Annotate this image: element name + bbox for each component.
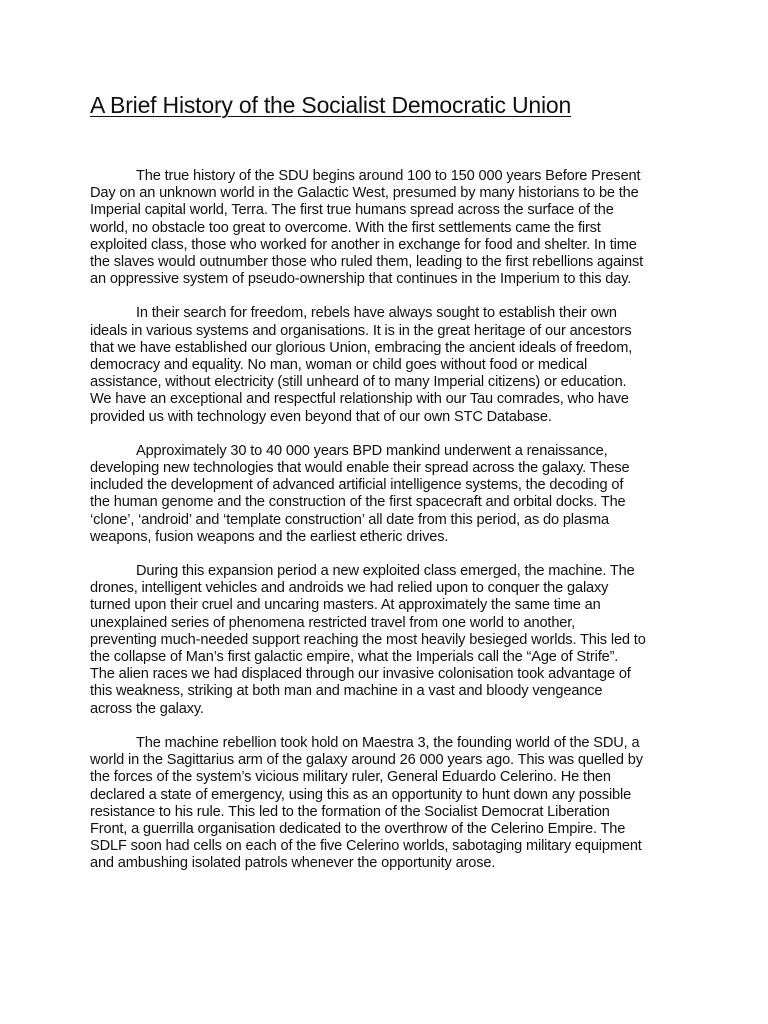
paragraph-line: an oppressive system of pseudo-ownership that continues in the Imperium to this day. <box>90 271 632 288</box>
paragraph-line: resistance to his rule. This led to the formation of the Socialist Democrat Liberation <box>90 803 610 820</box>
paragraph-line: the forces of the system’s vicious military ruler, General Eduardo Celerino. He then <box>90 769 611 786</box>
paragraph-line: democracy and equality. No man, woman or child goes without food or medical <box>90 357 588 374</box>
paragraph-line: turned upon their cruel and uncaring masters. At approximately the same time an <box>90 597 601 614</box>
paragraph-line: assistance, without electricity (still unheard of to many Imperial citizens) or education. <box>90 374 627 391</box>
paragraph-line: exploited class, those who worked for another in exchange for food and shelter. In time <box>90 236 637 253</box>
paragraph-line: SDLF soon had cells on each of the five Celerino worlds, sabotaging military equipment <box>90 838 642 855</box>
paragraph-line: The true history of the SDU begins around 100 to 150 000 years Before Present <box>136 168 641 184</box>
paragraph-line: drones, intelligent vehicles and androids we had relied upon to conquer the galaxy <box>90 580 609 597</box>
paragraph-line: declared a state of emergency, using this as an opportunity to hunt down any possible <box>90 786 632 803</box>
paragraph-2 <box>90 305 690 425</box>
paragraph-line: ‘clone’, ‘android’ and ‘template construction’ all date from this period, as do plasma <box>90 511 609 528</box>
paragraph-line: The machine rebellion took hold on Maestra 3, the founding world of the SDU, a <box>136 734 640 751</box>
paragraph-line: We have an exceptional and respectful relationship with our Tau comrades, who have <box>90 391 629 408</box>
paragraph-line: Day on an unknown world in the Galactic West, presumed by many historians to be the <box>90 185 639 202</box>
paragraph-line: provided us with technology even beyond that of our own STC Database. <box>90 408 552 425</box>
paragraph-line: this weakness, striking at both man and machine in a vast and bloody vengeance <box>90 683 603 700</box>
paragraph-line: During this expansion period a new exploited class emerged, the machine. The <box>136 563 635 580</box>
paragraph-line: developing new technologies that would enable their spread across the galaxy. These <box>90 460 630 477</box>
document-body <box>90 168 690 890</box>
paragraph-3 <box>90 443 690 546</box>
paragraph-line: the slaves would outnumber those who ruled them, leading to the first rebellions against <box>90 254 644 271</box>
paragraph-line: included the development of advanced artificial intelligence systems, the decoding of <box>90 477 624 494</box>
paragraph-line: world in the Sagittarius arm of the galaxy around 26 000 years ago. This was quelled by <box>90 752 643 769</box>
paragraph-line: Imperial capital world, Terra. The first true humans spread across the surface of the <box>90 202 614 219</box>
paragraph-1 <box>90 168 690 288</box>
paragraph-line: and ambushing isolated patrols whenever the opportunity arose. <box>90 855 496 872</box>
paragraph-line: Approximately 30 to 40 000 years BPD mankind underwent a renaissance, <box>136 442 608 459</box>
paragraph-line: In their search for freedom, rebels have always sought to establish their own <box>136 305 617 322</box>
paragraph-line: the human genome and the construction of the first spacecraft and orbital docks. The <box>90 494 626 511</box>
paragraph-line: ideals in various systems and organisations. It is in the great heritage of our ancestors <box>90 322 632 339</box>
paragraph-line: world, no obstacle too great to overcome. With the first settlements came the first <box>90 219 601 236</box>
document-title: A Brief History of the Socialist Democratic Union <box>90 92 572 118</box>
paragraph-line: weapons, fusion weapons and the earliest etheric drives. <box>90 528 449 545</box>
paragraph-line: the collapse of Man’s first galactic empire, what the Imperials call the “Age of Strife”. <box>90 649 619 666</box>
paragraph-line: preventing much-needed support reaching the most heavily besieged worlds. This led to <box>90 631 646 648</box>
paragraph-line: across the galaxy. <box>90 700 204 717</box>
paragraph-line: The alien races we had displaced through our invasive colonisation took advantage of <box>90 666 631 683</box>
paragraph-line: unexplained series of phenomena restricted travel from one world to another, <box>90 614 576 631</box>
paragraph-4 <box>90 563 690 718</box>
paragraph-5 <box>90 735 690 873</box>
paragraph-line: that we have established our glorious Union, embracing the ancient ideals of freedom, <box>90 339 633 356</box>
paragraph-line: Front, a guerrilla organisation dedicated to the overthrow of the Celerino Empire. The <box>90 820 626 837</box>
